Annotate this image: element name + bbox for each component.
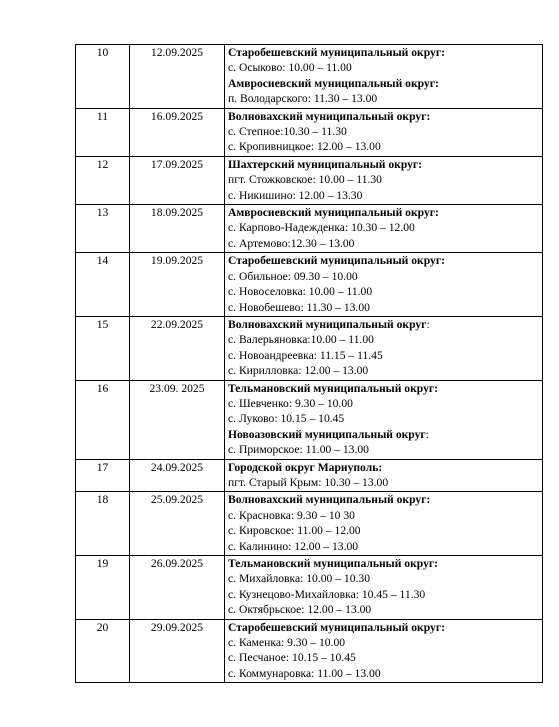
- settlement-schedule: [228, 269, 539, 284]
- district-name: Старобешевский муниципальный округ:: [228, 46, 445, 59]
- settlement-time: с. Кирилловка: 12.00 – 13.00: [228, 364, 369, 378]
- settlement-time: с. Шевченко: 9.30 – 10.00: [228, 396, 353, 410]
- district-name: Старобешевский муниципальный округ:: [228, 254, 445, 268]
- settlement-schedule: [228, 523, 539, 538]
- row-date: 25.09.2025: [130, 492, 225, 556]
- row-number: 14: [76, 253, 130, 317]
- row-number: 13: [76, 205, 130, 253]
- settlement-schedule: [228, 635, 539, 650]
- settlement-time: с. Новоандреевка: 11.15 – 11.45: [228, 348, 383, 362]
- district-name: Волновахский муниципальный округ: [228, 317, 427, 331]
- row-date: 17.09.2025: [130, 156, 225, 204]
- row-places: [225, 492, 543, 556]
- district-heading: [228, 157, 539, 172]
- settlement-schedule: [228, 188, 539, 203]
- settlement-schedule: [228, 508, 539, 523]
- district-heading: [228, 381, 539, 396]
- district-heading: [228, 492, 539, 507]
- district-name: Городской округ Мариуполь:: [228, 460, 383, 474]
- settlement-schedule: [228, 124, 539, 139]
- district-name: Волновахский муниципальный округ:: [228, 109, 431, 123]
- settlement-schedule: [228, 475, 539, 490]
- schedule-row: [76, 253, 543, 317]
- settlement-time: пгт. Старый Крым: 10.30 – 13.00: [228, 475, 389, 489]
- settlement-schedule: [228, 91, 539, 106]
- settlement-time: с. Калинино: 12.00 – 13.00: [228, 539, 359, 553]
- row-places: [225, 316, 543, 380]
- district-heading: [228, 205, 539, 220]
- schedule-row: [76, 108, 543, 156]
- row-date: 23.09. 2025: [130, 380, 225, 459]
- settlement-schedule: [228, 236, 539, 251]
- settlement-time: с. Валерьяновка:10.00 – 11.00: [228, 333, 374, 347]
- district-suffix: :: [426, 317, 430, 331]
- district-name: Старобешевский муниципальный округ:: [228, 620, 445, 634]
- settlement-time: с. Приморское: 11.00 – 13.00: [228, 443, 369, 457]
- settlement-time: с. Осыково: 10.00 – 11.00: [228, 61, 352, 75]
- district-name: Тельмановский муниципальный округ:: [228, 557, 438, 570]
- settlement-time: с. Новоселовка: 10.00 – 11.00: [228, 285, 373, 299]
- settlement-schedule: [228, 220, 539, 235]
- district-suffix: :: [425, 427, 429, 441]
- settlement-schedule: [228, 411, 539, 426]
- schedule-row: [76, 459, 543, 492]
- settlement-time: с. Красновка: 9.30 – 10 30: [228, 508, 355, 522]
- schedule-table-body: [76, 45, 543, 683]
- settlement-schedule: [228, 396, 539, 411]
- row-number: 20: [76, 619, 130, 683]
- settlement-time: с. Кропивницкое: 12.00 – 13.00: [228, 140, 381, 154]
- schedule-row: [76, 492, 543, 556]
- settlement-schedule: [228, 139, 539, 154]
- district-name: Шахтерский муниципальный округ:: [228, 157, 423, 171]
- schedule-row: [76, 316, 543, 380]
- settlement-schedule: [228, 363, 539, 378]
- settlement-time: п. Володарского: 11.30 – 13.00: [228, 92, 378, 106]
- settlement-schedule: [228, 571, 539, 586]
- settlement-time: с. Кировское: 11.00 – 12.00: [228, 524, 361, 538]
- row-places: [225, 459, 543, 492]
- settlement-schedule: [228, 348, 539, 363]
- settlement-time: с. Михайловка: 10.00 – 10.30: [228, 572, 370, 586]
- row-places: [225, 380, 543, 459]
- row-number: 17: [76, 459, 130, 492]
- schedule-row: [76, 45, 543, 109]
- settlement-schedule: [228, 60, 539, 75]
- settlement-time: с. Каменка: 9.30 – 10.00: [228, 636, 346, 650]
- settlement-schedule: [228, 602, 539, 617]
- row-places: [225, 108, 543, 156]
- schedule-table: [75, 44, 543, 683]
- row-date: 22.09.2025: [130, 316, 225, 380]
- settlement-schedule: [228, 332, 539, 347]
- district-heading: [228, 427, 539, 442]
- row-date: 29.09.2025: [130, 619, 225, 683]
- settlement-schedule: [228, 300, 539, 315]
- settlement-time: с. Степное:10.30 – 11.30: [228, 125, 347, 139]
- settlement-schedule: [228, 587, 539, 602]
- district-name: Амвросиевский муниципальный округ:: [228, 76, 439, 90]
- row-number: 12: [76, 156, 130, 204]
- row-places: [225, 45, 543, 109]
- settlement-schedule: [228, 650, 539, 665]
- settlement-time: с. Никишино: 12.00 – 13.30: [228, 188, 363, 202]
- district-heading: [228, 556, 539, 571]
- settlement-time: с. Октябрьское: 12.00 – 13.00: [228, 603, 372, 617]
- district-heading: [228, 45, 539, 60]
- row-date: 16.09.2025: [130, 108, 225, 156]
- district-heading: [228, 109, 539, 124]
- row-date: 24.09.2025: [130, 459, 225, 492]
- district-name: Волновахский муниципальный округ:: [228, 493, 431, 507]
- settlement-time: с. Новобешево: 11.30 – 13.00: [228, 300, 370, 314]
- settlement-time: с. Карпово-Надежденка: 10.30 – 12.00: [228, 221, 415, 235]
- schedule-row: [76, 156, 543, 204]
- settlement-schedule: [228, 172, 539, 187]
- settlement-time: с. Коммунаровка: 11.00 – 13.00: [228, 666, 381, 680]
- row-places: [225, 205, 543, 253]
- row-places: [225, 156, 543, 204]
- district-name: Тельмановский муниципальный округ:: [228, 381, 438, 395]
- settlement-time: с. Луково: 10.15 – 10.45: [228, 412, 345, 426]
- row-number: 11: [76, 108, 130, 156]
- district-heading: [228, 317, 539, 332]
- settlement-schedule: [228, 666, 539, 681]
- district-heading: [228, 76, 539, 91]
- settlement-schedule: [228, 442, 539, 457]
- row-date: 19.09.2025: [130, 253, 225, 317]
- district-heading: [228, 620, 539, 635]
- schedule-row: [76, 380, 543, 459]
- district-name: Новоазовский муниципальный округ: [228, 427, 426, 441]
- settlement-time: пгт. Стожковское: 10.00 – 11.30: [228, 173, 382, 187]
- settlement-time: с. Артемово:12.30 – 13.00: [228, 236, 355, 250]
- row-date: 18.09.2025: [130, 205, 225, 253]
- row-number: 10: [76, 45, 130, 109]
- district-name: Амвросиевский муниципальный округ:: [228, 206, 439, 220]
- settlement-schedule: [228, 284, 539, 299]
- row-date: 12.09.2025: [130, 45, 225, 109]
- district-heading: [228, 460, 539, 475]
- row-places: [225, 253, 543, 317]
- district-heading: [228, 253, 539, 268]
- row-number: 15: [76, 316, 130, 380]
- row-date: 26.09.2025: [130, 556, 225, 620]
- settlement-time: с. Кузнецово-Михайловка: 10.45 – 11.30: [228, 587, 426, 601]
- settlement-time: с. Обильное: 09.30 – 10.00: [228, 269, 358, 283]
- schedule-row: [76, 619, 543, 683]
- row-places: [225, 619, 543, 683]
- schedule-row: [76, 556, 543, 620]
- row-number: 18: [76, 492, 130, 556]
- settlement-time: с. Песчаное: 10.15 – 10.45: [228, 651, 356, 665]
- row-number: 19: [76, 556, 130, 620]
- row-places: [225, 556, 543, 620]
- settlement-schedule: [228, 539, 539, 554]
- row-number: 16: [76, 380, 130, 459]
- schedule-row: [76, 205, 543, 253]
